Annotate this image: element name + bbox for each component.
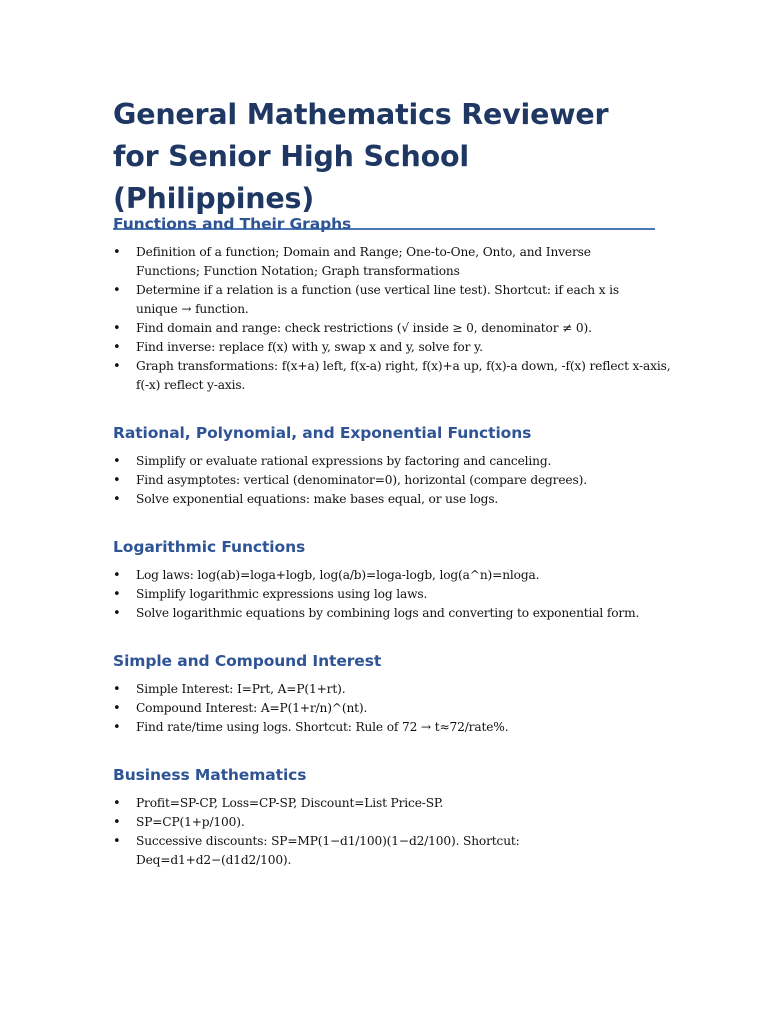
section-functions-graphs bbox=[113, 214, 673, 395]
list-item bbox=[113, 338, 673, 357]
bullet-icon: • bbox=[113, 245, 121, 260]
list-item-text: Simplify logarithmic expressions using log laws. bbox=[136, 587, 428, 601]
list-item bbox=[113, 281, 656, 319]
list-item bbox=[113, 585, 673, 604]
list-item-text: SP=CP(1+p/100). bbox=[136, 815, 245, 829]
list-item-text: Find asymptotes: vertical (denominator=0), horizontal (compare degrees). bbox=[136, 473, 587, 487]
list-item bbox=[113, 794, 673, 813]
section-heading: Business Mathematics bbox=[113, 766, 307, 784]
section-logarithmic-functions bbox=[113, 537, 673, 623]
bullet-icon: • bbox=[113, 473, 121, 488]
bullet-icon: • bbox=[113, 834, 121, 849]
bullet-list bbox=[113, 566, 673, 623]
bullet-list bbox=[113, 452, 673, 509]
section-interest bbox=[113, 651, 673, 737]
list-item bbox=[113, 490, 673, 509]
list-item-text: Solve logarithmic equations by combining logs and converting to exponential form. bbox=[136, 606, 640, 620]
bullet-icon: • bbox=[113, 587, 121, 602]
bullet-icon: • bbox=[113, 815, 121, 830]
list-item-text: Successive discounts: SP=MP(1−d1/100)(1−d2/100). Shortcut: Deq=d1+d2−(d1d2/100). bbox=[136, 834, 520, 867]
bullet-icon: • bbox=[113, 606, 121, 621]
list-item bbox=[113, 243, 656, 281]
bullet-icon: • bbox=[113, 796, 121, 811]
list-item-text: Determine if a relation is a function (use vertical line test). Shortcut: if each x is unique → function. bbox=[136, 283, 619, 316]
list-item-text: Graph transformations: f(x+a) left, f(x-a) right, f(x)+a up, f(x)-a down, -f(x) reflect x-axis, f(-x) reflect y-axis. bbox=[136, 359, 671, 392]
bullet-icon: • bbox=[113, 283, 121, 298]
list-item bbox=[113, 832, 606, 870]
bullet-list bbox=[113, 794, 673, 870]
list-item bbox=[113, 566, 673, 585]
list-item bbox=[113, 699, 673, 718]
list-item-text: Find domain and range: check restrictions (√ inside ≥ 0, denominator ≠ 0). bbox=[136, 321, 592, 335]
list-item bbox=[113, 813, 673, 832]
list-item bbox=[113, 452, 673, 471]
list-item-text: Solve exponential equations: make bases equal, or use logs. bbox=[136, 492, 499, 506]
section-heading: Functions and Their Graphs bbox=[113, 215, 352, 233]
bullet-icon: • bbox=[113, 340, 121, 355]
section-heading: Simple and Compound Interest bbox=[113, 652, 382, 670]
list-item bbox=[113, 604, 673, 623]
section-heading: Rational, Polynomial, and Exponential Functions bbox=[113, 424, 532, 442]
list-item bbox=[113, 680, 673, 699]
list-item-text: Log laws: log(ab)=loga+logb, log(a/b)=loga-logb, log(a^n)=nloga. bbox=[136, 568, 540, 582]
bullet-icon: • bbox=[113, 454, 121, 469]
list-item-text: Find inverse: replace f(x) with y, swap x and y, solve for y. bbox=[136, 340, 483, 354]
bullet-icon: • bbox=[113, 701, 121, 716]
document-page bbox=[113, 94, 671, 867]
page-title: General Mathematics Reviewer for Senior High School (Philippines) bbox=[113, 98, 609, 215]
bullet-list bbox=[113, 243, 673, 395]
list-item-text: Definition of a function; Domain and Range; One-to-One, Onto, and Inverse Functions; Function Notation; Graph transformations bbox=[136, 245, 591, 278]
section-rational-functions bbox=[113, 423, 673, 509]
list-item-text: Find rate/time using logs. Shortcut: Rule of 72 → t≈72/rate%. bbox=[136, 720, 509, 734]
bullet-icon: • bbox=[113, 682, 121, 697]
list-item-text: Simplify or evaluate rational expressions by factoring and canceling. bbox=[136, 454, 552, 468]
bullet-icon: • bbox=[113, 568, 121, 583]
list-item bbox=[113, 718, 673, 737]
section-business-math bbox=[113, 765, 673, 870]
bullet-icon: • bbox=[113, 321, 121, 336]
list-item bbox=[113, 319, 673, 338]
list-item-text: Compound Interest: A=P(1+r/n)^(nt). bbox=[136, 701, 368, 715]
bullet-icon: • bbox=[113, 492, 121, 507]
bullet-list bbox=[113, 680, 673, 737]
list-item bbox=[113, 357, 678, 395]
list-item-text: Simple Interest: I=Prt, A=P(1+rt). bbox=[136, 682, 346, 696]
list-item-text: Profit=SP-CP, Loss=CP-SP, Discount=List Price-SP. bbox=[136, 796, 444, 810]
list-item bbox=[113, 471, 673, 490]
bullet-icon: • bbox=[113, 359, 121, 374]
section-heading: Logarithmic Functions bbox=[113, 538, 306, 556]
bullet-icon: • bbox=[113, 720, 121, 735]
